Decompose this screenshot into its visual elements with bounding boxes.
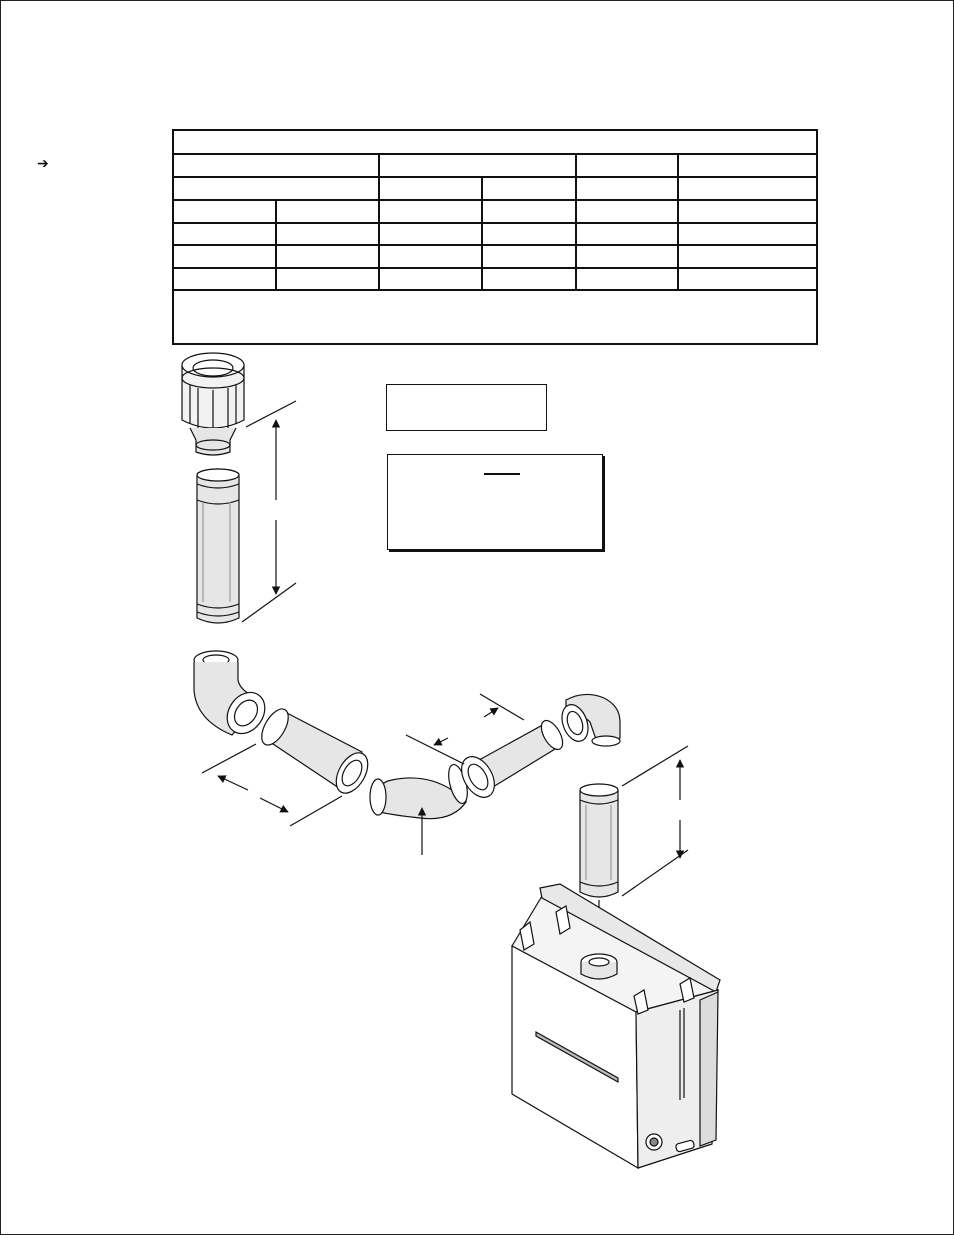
horizontal-vent-pipe-left <box>256 705 374 799</box>
right-arrow-icon: ➔ <box>37 155 49 171</box>
fireplace-appliance <box>512 884 720 1168</box>
elbow-90-center <box>370 763 471 819</box>
elbow-90-right <box>557 694 620 746</box>
elbow-90-left <box>194 651 273 741</box>
termination-cap <box>182 353 244 455</box>
horizontal-vent-pipe-right <box>455 717 567 803</box>
vertical-vent-pipe <box>197 469 239 623</box>
